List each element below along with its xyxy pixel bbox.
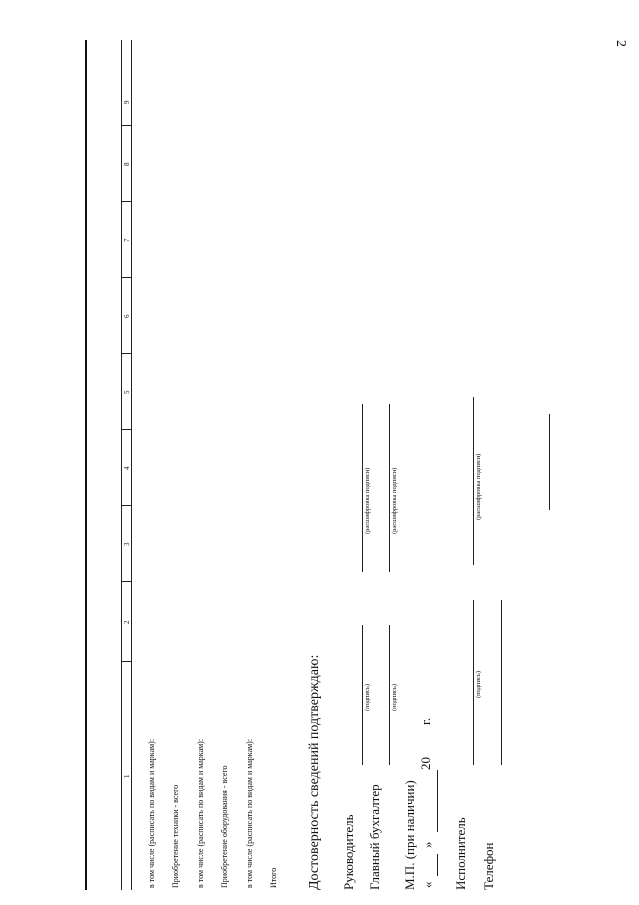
row-label: Итого: [269, 867, 278, 888]
blank-line: [549, 414, 550, 510]
chief-accountant-decoding-caption: (расшифровка подписи): [391, 467, 398, 534]
column-divider: [121, 125, 131, 126]
column-divider: [121, 429, 131, 430]
seal-label: М.П. (при наличии): [402, 780, 417, 890]
table-header-border: [121, 40, 122, 890]
column-number-5: 5: [123, 390, 131, 394]
executor-decoding-caption: (расшифровка подписи): [475, 453, 482, 520]
manager-signature-line: [362, 625, 363, 765]
column-number-9: 9: [123, 100, 131, 104]
column-number-4: 4: [123, 466, 131, 470]
column-divider: [121, 277, 131, 278]
date-day-line: [437, 854, 438, 876]
table-bottom-border: [131, 40, 132, 890]
column-number-3: 3: [123, 542, 131, 546]
manager-signature-caption: (подпись): [364, 684, 371, 711]
manager-decoding-caption: (расшифровка подписи): [364, 467, 371, 534]
date-suffix: г.: [418, 717, 433, 725]
table-top-border: [85, 40, 87, 890]
row-label: в том числе (расписать по видам и маркам):: [147, 738, 156, 888]
row-label: Приобретение оборудования - всего: [220, 765, 229, 888]
date-year: 20: [418, 757, 433, 770]
chief-accountant-decoding-line: [389, 404, 390, 572]
certification-heading: Достоверность сведений подтверждаю:: [307, 654, 322, 890]
date-close-quote: »: [420, 841, 435, 848]
chief-accountant-label: Главный бухгалтер: [367, 784, 382, 890]
manager-label: Руководитель: [341, 814, 356, 890]
executor-signature-line: [473, 600, 474, 765]
column-number-2: 2: [123, 620, 131, 624]
row-label: Приобретение техники - всего: [171, 784, 180, 888]
column-divider: [121, 661, 131, 662]
executor-decoding-line: [473, 397, 474, 565]
column-divider: [121, 201, 131, 202]
chief-accountant-signature-line: [389, 625, 390, 765]
column-number-6: 6: [123, 314, 131, 318]
row-label: в том числе (расписать по видам и маркам):: [196, 738, 205, 888]
column-number-1: 1: [123, 774, 131, 778]
column-divider: [121, 505, 131, 506]
executor-signature-caption: (подпись): [475, 671, 482, 698]
phone-label: Телефон: [481, 842, 496, 890]
page-number: 2: [613, 40, 628, 47]
row-label: в том числе (расписать по видам и маркам):: [245, 738, 254, 888]
executor-label: Исполнитель: [453, 817, 468, 890]
date-open-quote: «: [420, 881, 435, 888]
column-number-8: 8: [123, 162, 131, 166]
rotated-form: [85, 100, 630, 890]
column-divider: [121, 581, 131, 582]
date-month-line: [437, 770, 438, 832]
column-divider: [121, 353, 131, 354]
chief-accountant-signature-caption: (подпись): [391, 684, 398, 711]
manager-decoding-line: [362, 404, 363, 572]
column-number-7: 7: [123, 238, 131, 242]
phone-line: [501, 600, 502, 765]
